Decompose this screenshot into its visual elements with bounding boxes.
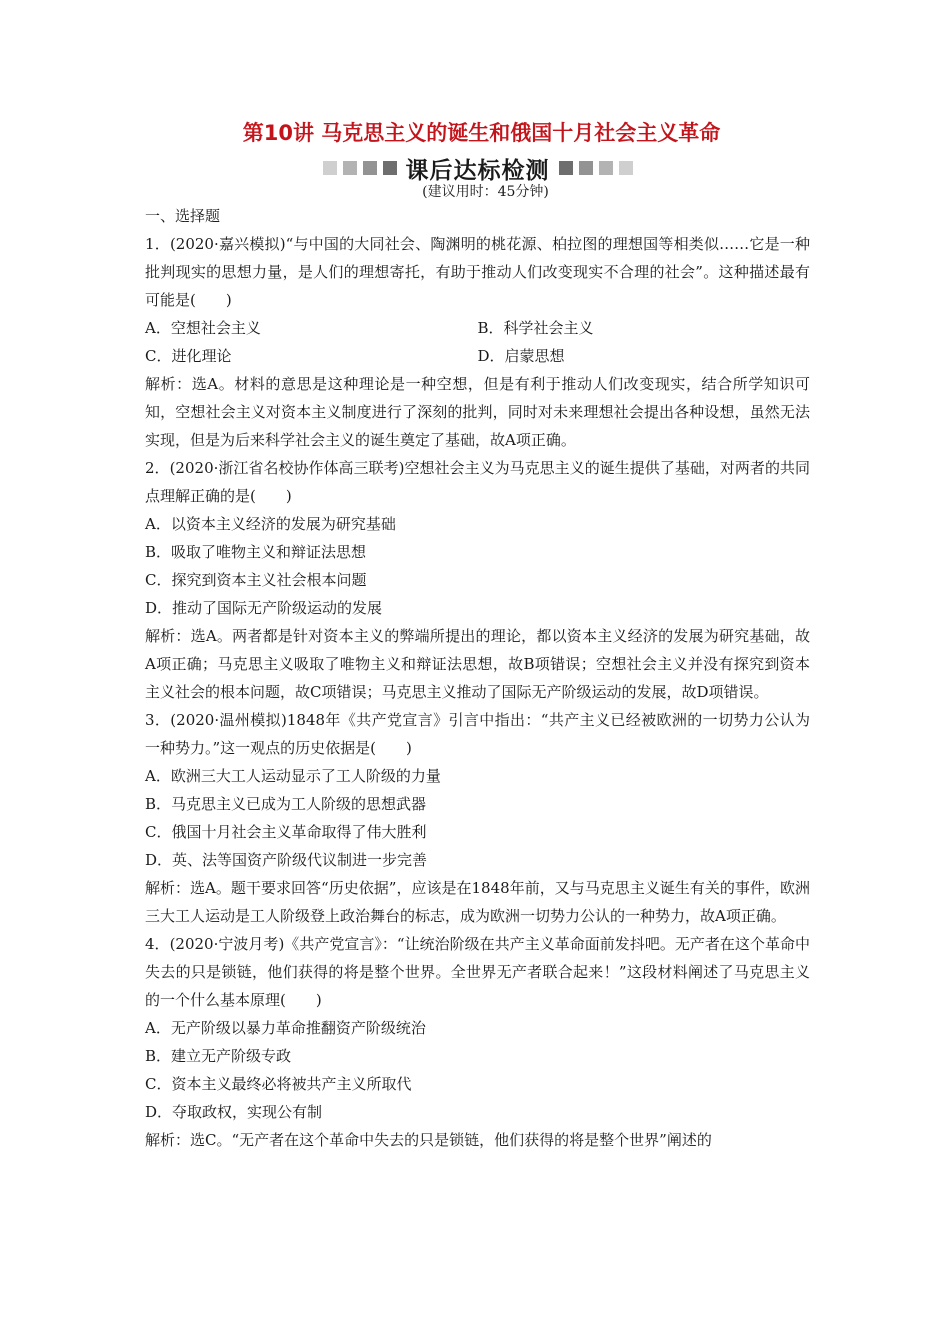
option-b: B．科学社会主义: [477, 319, 594, 337]
banner-square-icon: [363, 161, 377, 175]
banner-square-icon: [559, 161, 573, 175]
option-a: A．以资本主义经济的发展为研究基础: [145, 515, 396, 533]
question-4-stem: 4．(2020·宁波月考)《共产党宣言》：“让统治阶级在共产主义革命面前发抖吧。无产者在这个革命中失去的只是锁链，他们获得的将是整个世界。全世界无产者联合起来！”这段材料阐述了马克思主义的一个什么基本原理( ): [145, 935, 810, 1009]
question-4-analysis: 解析：选C。“无产者在这个革命中失去的只是锁链，他们获得的将是整个世界”阐述的: [145, 1131, 712, 1149]
option-b: B．建立无产阶级专政: [145, 1047, 292, 1065]
option-c: C．探究到资本主义社会根本问题: [145, 571, 367, 589]
option-d: D．英、法等国资产阶级代议制进一步完善: [145, 851, 428, 869]
question-2-stem: 2．(2020·浙江省名校协作体高三联考)空想社会主义为马克思主义的诞生提供了基础，对两者的共同点理解正确的是( ): [145, 459, 810, 505]
option-a: A．空想社会主义: [145, 319, 261, 337]
question-3-analysis: 解析：选A。题干要求回答“历史依据”，应该是在1848年前，又与马克思主义诞生有关的事件，欧洲三大工人运动是工人阶级登上政治舞台的标志，成为欧洲一切势力公认的一种势力，故A项正确。: [145, 879, 810, 925]
banner-square-icon: [579, 161, 593, 175]
document-page: [145, 118, 810, 1154]
option-d: D．夺取政权，实现公有制: [145, 1103, 323, 1121]
section-banner: [145, 150, 810, 186]
page-title: 第10讲 马克思主义的诞生和俄国十月社会主义革命: [242, 121, 721, 145]
banner-square-icon: [383, 161, 397, 175]
banner-square-icon: [599, 161, 613, 175]
question-3-stem: 3．(2020·温州模拟)1848年《共产党宣言》引言中指出：“共产主义已经被欧洲的一切势力公认为一种势力。”这一观点的历史依据是( ): [145, 711, 810, 757]
question-1-analysis: 解析：选A。材料的意思是这种理论是一种空想，但是有利于推动人们改变现实，结合所学知识可知，空想社会主义对资本主义制度进行了深刻的批判，同时对未来理想社会提出各种设想，虽然无法实现，但是为后来科学社会主义的诞生奠定了基础，故A项正确。: [145, 375, 810, 449]
option-c: C．资本主义最终必将被共产主义所取代: [145, 1075, 412, 1093]
option-b: B．吸取了唯物主义和辩证法思想: [145, 543, 367, 561]
question-1-options-row: [145, 342, 810, 370]
option-a: A．欧洲三大工人运动显示了工人阶级的力量: [145, 767, 441, 785]
option-d: D．推动了国际无产阶级运动的发展: [145, 599, 383, 617]
option-c: C．进化理论: [145, 347, 232, 365]
banner-square-icon: [619, 161, 633, 175]
time-hint: (建议用时：45分钟): [422, 184, 549, 200]
section-heading: 一、选择题: [145, 207, 221, 225]
option-b: B．马克思主义已成为工人阶级的思想武器: [145, 795, 427, 813]
banner-square-icon: [323, 161, 337, 175]
banner-title: 课后达标检测: [405, 157, 550, 184]
question-1-stem: 1．(2020·嘉兴模拟)“与中国的大同社会、陶渊明的桃花源、柏拉图的理想国等相类似……它是一种批判现实的思想力量，是人们的理想寄托，有助于推动人们改变现实不合理的社会”。这种描述最有可能是( ): [145, 235, 810, 309]
question-1-options-row: [145, 314, 810, 342]
banner-square-icon: [343, 161, 357, 175]
option-d: D．启蒙思想: [477, 347, 565, 365]
option-c: C．俄国十月社会主义革命取得了伟大胜利: [145, 823, 427, 841]
option-a: A．无产阶级以暴力革命推翻资产阶级统治: [145, 1019, 426, 1037]
question-2-analysis: 解析：选A。两者都是针对资本主义的弊端所提出的理论，都以资本主义经济的发展为研究基础，故A项正确；马克思主义吸取了唯物主义和辩证法思想，故B项错误；空想社会主义并没有探究到资本主义社会的根本问题，故C项错误；马克思主义推动了国际无产阶级运动的发展，故D项错误。: [145, 627, 810, 701]
